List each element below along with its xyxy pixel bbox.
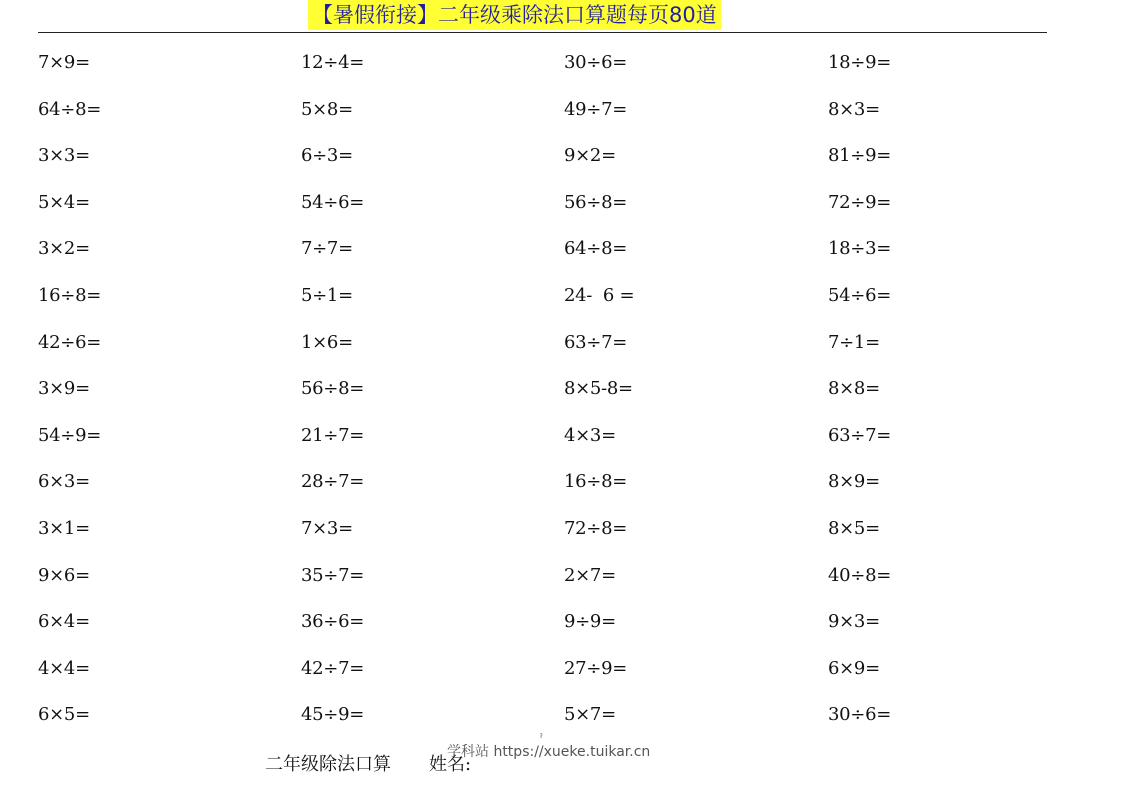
problem-item: 54÷6= — [301, 191, 365, 213]
problem-item: 5×7= — [564, 704, 616, 726]
problem-item: 7×3= — [301, 517, 353, 539]
problem-item: 42÷6= — [38, 331, 102, 353]
problem-item: 56÷8= — [564, 191, 628, 213]
problem-item: 5×4= — [38, 191, 90, 213]
problem-item: 8×5-8= — [564, 378, 633, 400]
header-divider — [38, 32, 1047, 33]
problem-item: 18÷3= — [828, 238, 892, 260]
page-title: 【暑假衔接】二年级乘除法口算题每页80道 — [308, 0, 721, 30]
problem-item: 63÷7= — [564, 331, 628, 353]
problem-item: 36÷6= — [301, 611, 365, 633]
problem-item: 3×1= — [38, 517, 90, 539]
problem-item: 54÷9= — [38, 424, 102, 446]
problem-item: 6×9= — [828, 657, 880, 679]
problem-item: 7×9= — [38, 52, 90, 73]
problem-item: 9×2= — [564, 145, 616, 167]
problem-item: 81÷9= — [828, 145, 892, 167]
problem-item: 30÷6= — [564, 52, 628, 73]
problem-item: 9÷9= — [564, 611, 616, 633]
problem-item: 7÷1= — [828, 331, 880, 353]
problem-item: 8×9= — [828, 471, 880, 493]
problem-item: 6×5= — [38, 704, 90, 726]
problem-item: 42÷7= — [301, 657, 365, 679]
stray-mark: ˀ — [540, 733, 543, 744]
problem-item: 35÷7= — [301, 564, 365, 586]
problem-item: 4×3= — [564, 424, 616, 446]
problem-item: 16÷8= — [38, 284, 102, 306]
problem-item: 8×8= — [828, 378, 880, 400]
problem-item: 16÷8= — [564, 471, 628, 493]
problem-grid — [38, 40, 1047, 739]
problem-item: 6÷3= — [301, 145, 353, 167]
problem-item: 21÷7= — [301, 424, 365, 446]
problem-item: 30÷6= — [828, 704, 892, 726]
problem-item: 49÷7= — [564, 98, 628, 120]
problem-item: 40÷8= — [828, 564, 892, 586]
problem-item: 9×6= — [38, 564, 90, 586]
problem-item: 72÷8= — [564, 517, 628, 539]
problem-item: 9×3= — [828, 611, 880, 633]
problem-item: 27÷9= — [564, 657, 628, 679]
problem-item: 3×9= — [38, 378, 90, 400]
problem-item: 56÷8= — [301, 378, 365, 400]
problem-item: 5×8= — [301, 98, 353, 120]
problem-item: 54÷6= — [828, 284, 892, 306]
name-label: 姓名: — [429, 754, 472, 775]
problem-item: 63÷7= — [828, 424, 892, 446]
problem-item: 1×6= — [301, 331, 353, 353]
problem-item: 45÷9= — [301, 704, 365, 726]
problem-item: 6×3= — [38, 471, 90, 493]
problem-item: 3×2= — [38, 238, 90, 260]
problem-item: 6×4= — [38, 611, 90, 633]
problem-item: 64÷8= — [564, 238, 628, 260]
problem-item: 24- 6 = — [564, 284, 635, 306]
problem-item: 8×5= — [828, 517, 880, 539]
problem-item: 7÷7= — [301, 238, 353, 260]
problem-item: 18÷9= — [828, 52, 892, 73]
problem-item: 4×4= — [38, 657, 90, 679]
footer-section — [265, 752, 471, 778]
problem-item: 3×3= — [38, 145, 90, 167]
problem-item: 2×7= — [564, 564, 616, 586]
problem-item: 28÷7= — [301, 471, 365, 493]
problem-item: 72÷9= — [828, 191, 892, 213]
problem-item: 5÷1= — [301, 284, 353, 306]
section-title: 二年级除法口算 — [265, 754, 391, 775]
problem-item: 8×3= — [828, 98, 880, 120]
problem-item: 64÷8= — [38, 98, 102, 120]
problem-item: 12÷4= — [301, 52, 365, 73]
watermark: 学科站 https://xueke.tuikar.cn — [447, 744, 651, 760]
